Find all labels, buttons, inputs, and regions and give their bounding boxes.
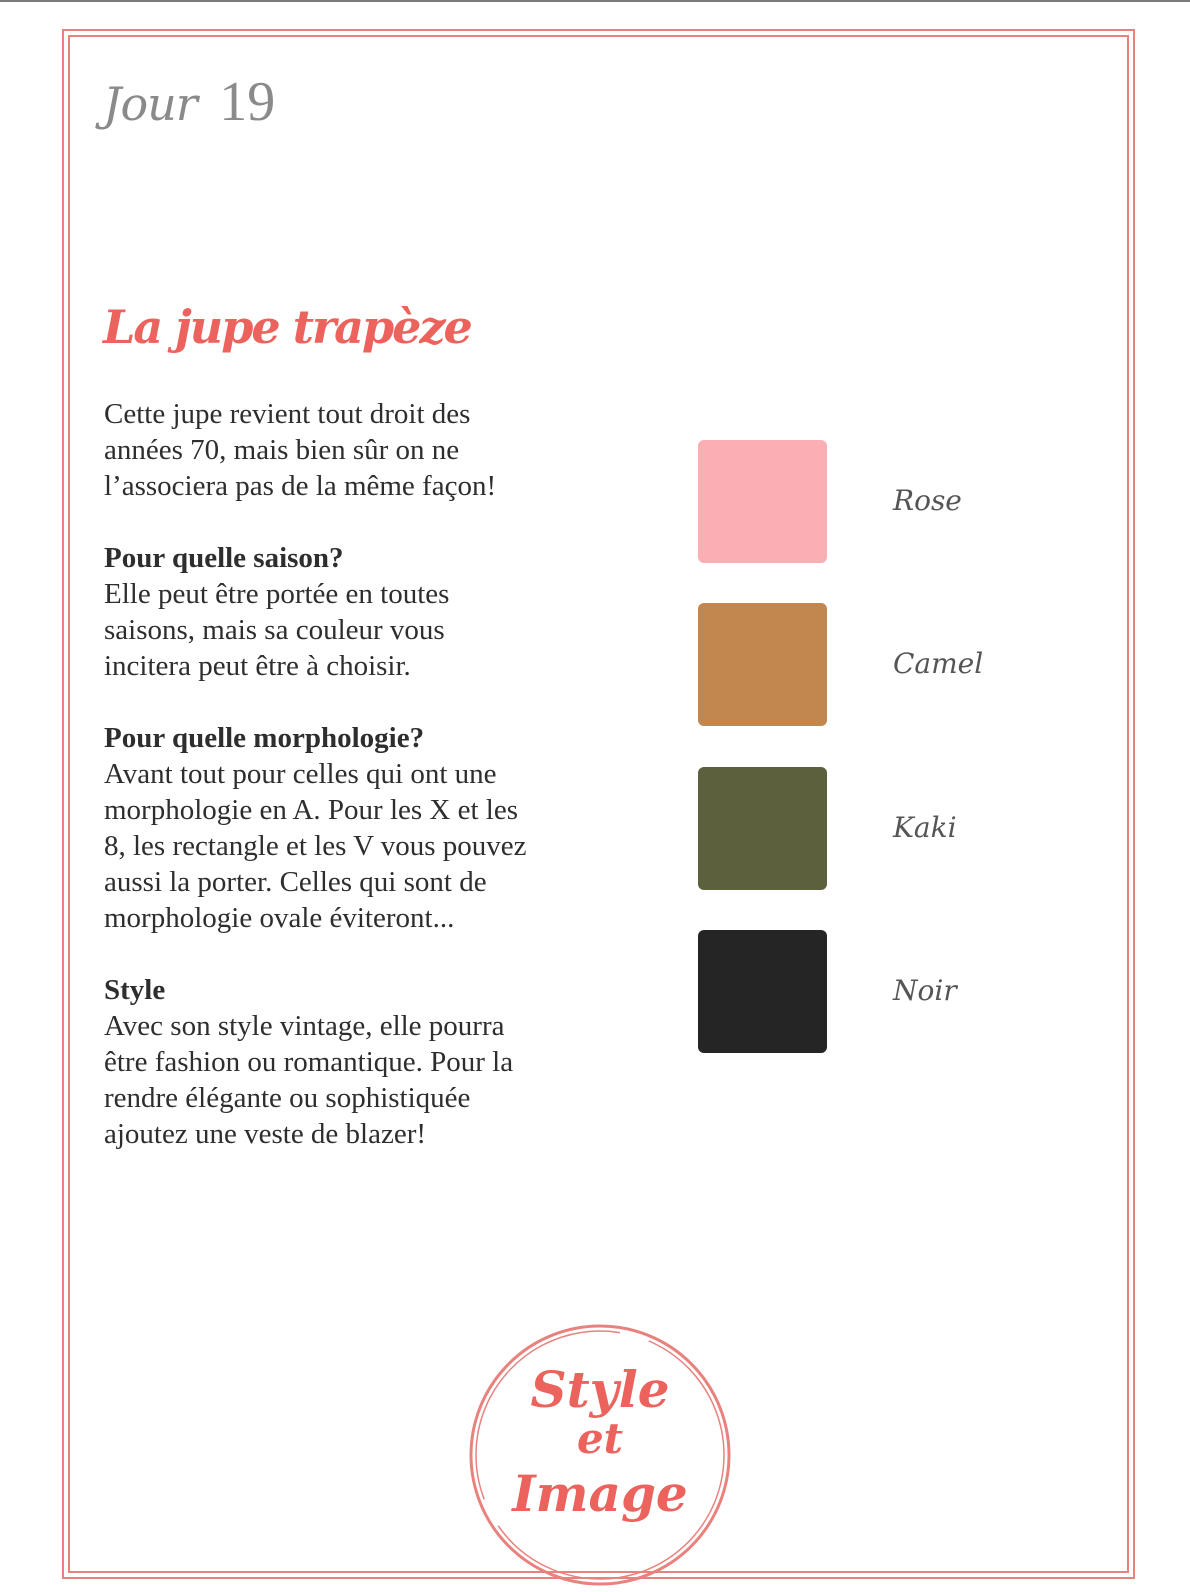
section-line: Avec son style vintage, elle pourra [104,1010,505,1042]
logo-word-image: Image [512,1464,688,1523]
section-heading-season: Pour quelle saison? [104,542,344,574]
section-heading-style: Style [104,974,166,1006]
swatch-label-noir: Noir [893,974,957,1007]
day-number: 19 [219,71,276,133]
day-word: Jour [103,77,197,131]
top-divider [0,0,1190,2]
swatch-label-rose: Rose [893,484,962,517]
logo-word-style: Style [530,1360,670,1419]
intro-line: années 70, mais bien sûr on ne [104,434,460,466]
section-line: morphologie en A. Pour les X et les [104,794,519,826]
intro-line: Cette jupe revient tout droit des [104,398,471,430]
color-swatch-kaki [698,767,827,890]
intro-line: l’associera pas de la même façon! [104,470,497,502]
style-et-image-logo [467,1322,733,1588]
color-swatch-rose [698,440,827,563]
section-line: 8, les rectangle et les V vous pouvez [104,830,527,862]
section-line: aussi la porter. Celles qui sont de [104,866,487,898]
section-line: incitera peut être à choisir. [104,650,411,682]
swatch-label-kaki: Kaki [893,811,957,844]
swatch-label-camel: Camel [893,647,984,680]
day-title [103,70,275,134]
color-swatch-camel [698,603,827,726]
section-line: Avant tout pour celles qui ont une [104,758,497,790]
section-line: Elle peut être portée en toutes [104,578,450,610]
section-line: ajoutez une veste de blazer! [104,1118,427,1150]
section-line: rendre élégante ou sophistiquée [104,1082,471,1114]
color-swatch-noir [698,930,827,1053]
section-line: saisons, mais sa couleur vous [104,614,445,646]
section-line: morphologie ovale éviteront... [104,902,455,934]
logo-word-et: et [576,1414,624,1463]
section-heading-morphology: Pour quelle morphologie? [104,722,425,754]
section-line: être fashion ou romantique. Pour la [104,1046,514,1078]
article-body [104,396,624,1152]
article-title: La jupe trapèze [103,300,471,354]
